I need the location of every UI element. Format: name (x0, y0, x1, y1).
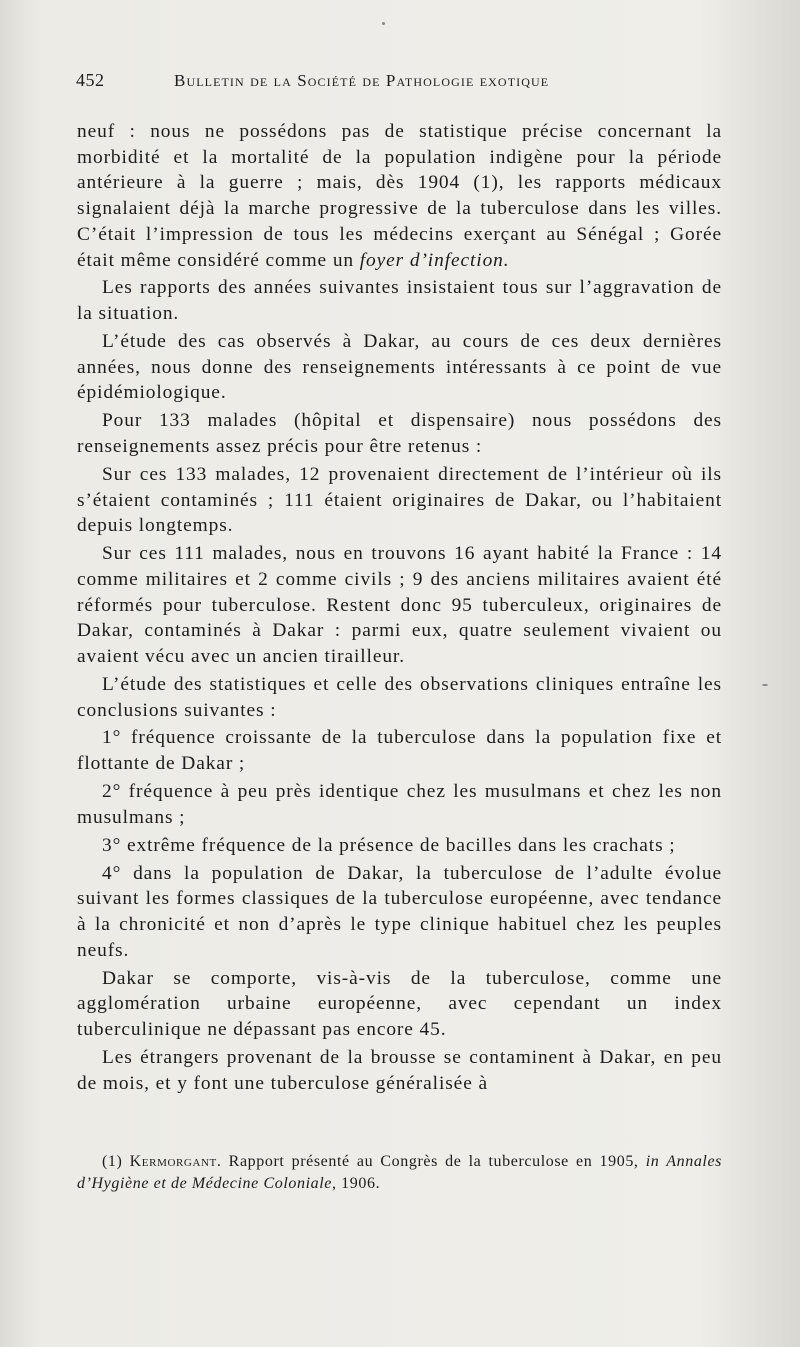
paragraph-text: 3° extrême fréquence de la présence de bacilles dans les crachats ; (102, 834, 676, 856)
paragraph (77, 329, 722, 406)
paragraph (77, 408, 722, 459)
paragraph-text: Les étrangers provenant de la brousse se contaminent à Dakar, en peu de mois, et y font une tuberculose généralisée à (77, 1046, 722, 1094)
paragraph-text: neuf : nous ne possédons pas de statistique précise concernant la morbidité et la mortalité de la population indigène pour la période antérieure à la guerre ; mais, dès 1904 (1), les rapports médicaux signalaient déjà la marche progressive de la tuberculose dans les villes. C’était l’impression de tous les médecins exerçant au Sénégal ; Gorée était même considéré comme un (77, 121, 722, 271)
footnote-tail: , 1906. (331, 1175, 381, 1192)
paragraph-text: 1° fréquence croissante de la tuberculose dans la population fixe et flottante de Dakar ; (77, 727, 722, 775)
paragraph-text: 2° fréquence à peu près identique chez les musulmans et chez les non musulmans ; (77, 781, 722, 828)
paragraph-text: Dakar se comporte, vis-à-vis de la tuberculose, comme une agglomération urbaine européenne, avec cependant un index tuberculinique ne dépassant pas encore 45. (77, 967, 722, 1040)
paragraph (77, 779, 722, 830)
paragraph (77, 672, 722, 723)
footnote-marker: (1) (102, 1153, 130, 1170)
footnote (77, 1151, 722, 1195)
paragraph-text: L’étude des cas observés à Dakar, au cours de ces deux dernières années, nous donne des renseignements intéressants à ce point de vue épidémiologique. (77, 331, 722, 404)
paragraph-text: Sur ces 111 malades, nous en trouvons 16 ayant habité la France : 14 comme militaires et 2 comme civils ; 9 des anciens militaires avaient été réformés pour tuberculose. Restent donc 95 tuberculeux, originaires de Dakar, contaminés à Dakar : parmi eux, quatre seulement vivaient ou avaient vécu avec un ancien tirailleur. (77, 543, 722, 667)
paragraph (77, 1045, 722, 1096)
paragraph (77, 861, 722, 964)
paragraph (77, 725, 722, 776)
paragraph (77, 119, 722, 273)
footnote-journal: in Annales d’Hygiène et de Médecine Coloniale (77, 1153, 723, 1192)
running-title: Bulletin de la Société de Pathologie exotique (174, 71, 550, 90)
paper-speck (382, 22, 385, 25)
footnote-author: Kermorgant (129, 1153, 217, 1170)
paragraph-text: 4° dans la population de Dakar, la tuberculose de l’adulte évolue suivant les formes classiques de la tuberculose européenne, avec tendance à la chronicité et non d’après le type clinique habituel chez les peuples neufs. (77, 862, 722, 961)
paragraph (77, 275, 722, 326)
paragraph (77, 833, 722, 859)
footnote-text: . Rapport présenté au Congrès de la tuberculose en 1905, (216, 1153, 646, 1170)
page-number: 452 (76, 70, 105, 90)
paragraph-text: Les rapports des années suivantes insistaient tous sur l’aggravation de la situation. (77, 277, 722, 325)
paragraph (77, 541, 722, 670)
italic-text: foyer d’infection. (359, 249, 510, 271)
paper-speck (762, 684, 768, 686)
paragraph-text: Pour 133 malades (hôpital et dispensaire) nous possédons des renseignements assez précis pour être retenus : (77, 410, 722, 457)
body-text (77, 119, 722, 1098)
paragraph-text: Sur ces 133 malades, 12 provenaient directement de l’intérieur où ils s’étaient contaminés ; 111 étaient originaires de Dakar, ou l’habitaient depuis longtemps. (77, 463, 722, 537)
paragraph (77, 462, 722, 539)
paragraph (77, 966, 722, 1043)
page-header (76, 70, 724, 100)
paragraph-text: L’étude des statistiques et celle des observations cliniques entraîne les conclusions suivantes : (77, 673, 722, 721)
